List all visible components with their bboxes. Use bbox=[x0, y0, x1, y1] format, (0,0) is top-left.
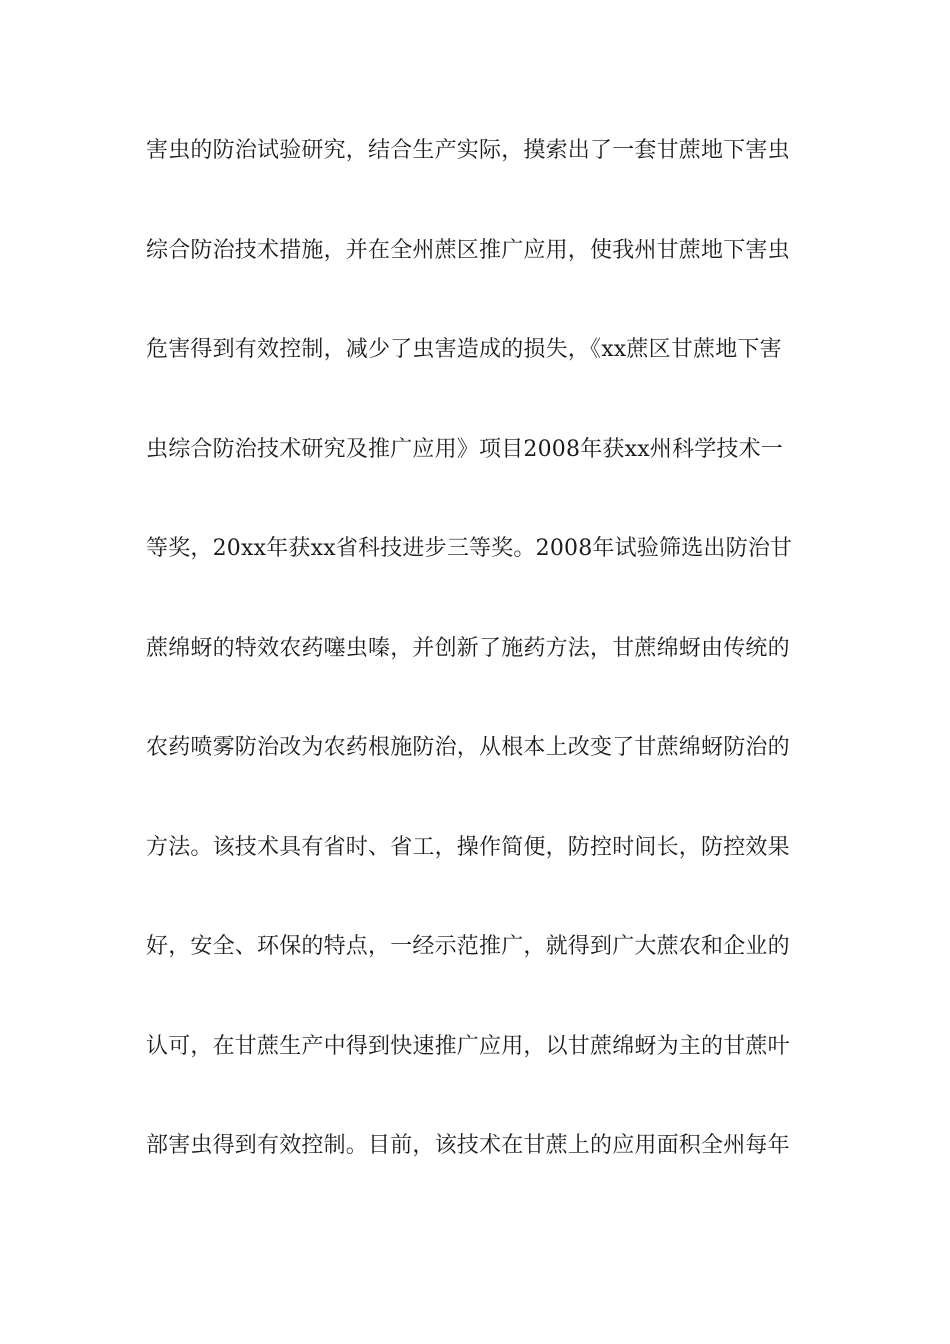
text-line: 危害得到有效控制，减少了虫害造成的损失，《xx蔗区甘蔗地下害 bbox=[146, 337, 782, 362]
text-line: 农药喷雾防治改为农药根施防治，从根本上改变了甘蔗绵蚜防治的 bbox=[146, 735, 790, 760]
text-line: 方法。该技术具有省时、省工，操作简便，防控时间长，防控效果 bbox=[146, 834, 790, 860]
text-line: 部害虫得到有效控制。目前，该技术在甘蔗上的应用面积全州每年 bbox=[146, 1133, 790, 1158]
text-line: 好，安全、环保的特点，一经示范推广，就得到广大蔗农和企业的 bbox=[146, 934, 790, 959]
text-line: 蔗绵蚜的特效农药噻虫嗪，并创新了施药方法，甘蔗绵蚜由传统的 bbox=[146, 635, 790, 661]
text-line: 综合防治技术措施，并在全州蔗区推广应用，使我州甘蔗地下害虫 bbox=[146, 237, 790, 263]
text-line: 虫综合防治技术研究及推广应用》项目2008年获xx州科学技术一 bbox=[146, 436, 784, 462]
text-line: 等奖，20xx年获xx省科技进步三等奖。2008年试验筛选出防治甘 bbox=[146, 536, 793, 561]
text-line: 认可，在甘蔗生产中得到快速推广应用，以甘蔗绵蚜为主的甘蔗叶 bbox=[146, 1033, 790, 1059]
text-line: 害虫的防治试验研究，结合生产实际，摸索出了一套甘蔗地下害虫 bbox=[146, 138, 790, 163]
body-paragraph bbox=[146, 128, 806, 1223]
